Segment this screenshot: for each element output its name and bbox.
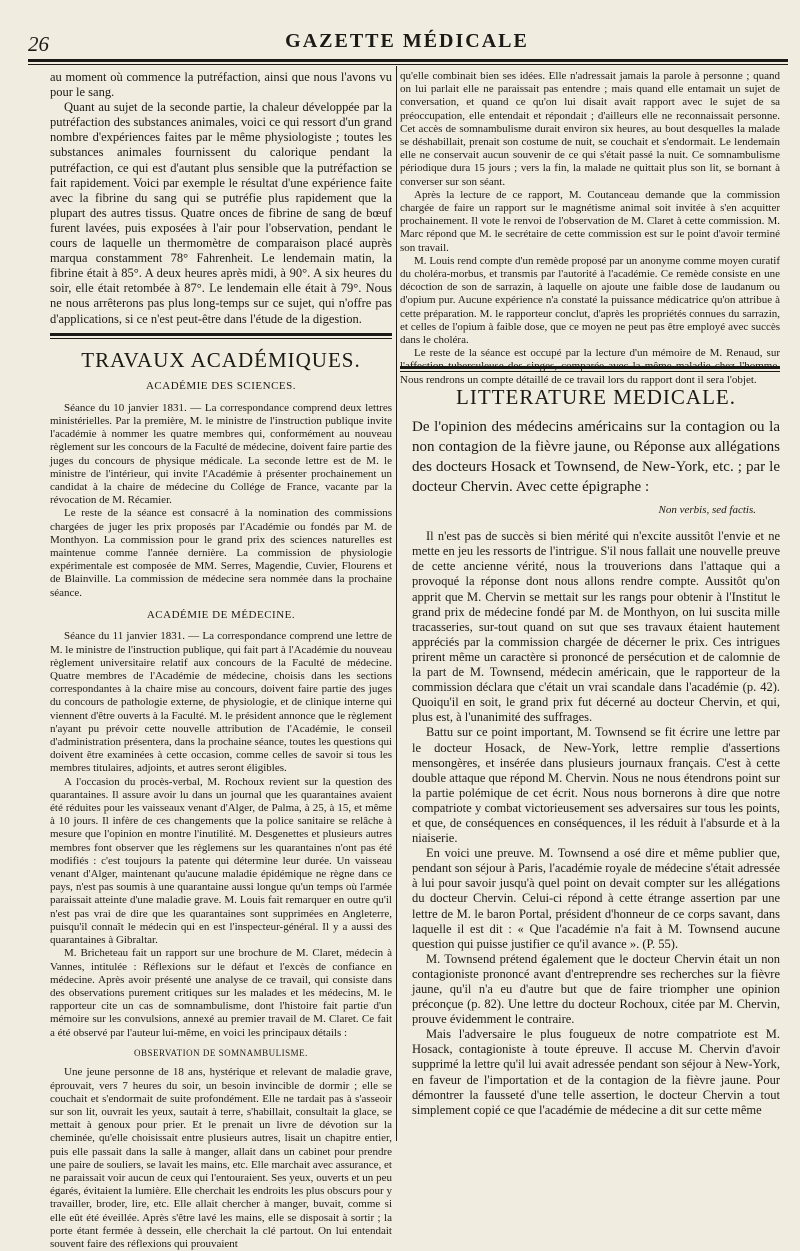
sciences-paragraph-1: Séance du 10 janvier 1831. — La correspondance comprend deux lettres ministérielles. Par la première, M. le ministre de l'instruction publique invite l'académie à nommer les quatre membres qui, conformément au nouveau règlement sur les concours de la Faculté de médecine, doivent faire partie des juges du concours de physique médicale. La seconde lettre est de M. le ministre de l'intérieur, qui invite l'Académie à présenter prochainement un candidat à la chaire de médecine du Collége de France, vacante par la révocation de M. Récamier.: [50, 401, 392, 507]
right-lower-block: [400, 372, 780, 1139]
section-title-travaux: TRAVAUX ACADÉMIQUES.: [81, 347, 361, 372]
right-paragraph-3: M. Louis rend compte d'un remède proposé par un anonyme comme moyen curatif du choléra-morbus, et transmis par l'autorité à l'académie. Ce remède consiste en une décoction de son de sarrazin, à laquelle on ajoute une faible dose de laudanum ou d'opium pur. Aucune expérience n'a constaté la puissance médicatrice qu'on attribue à cette préparation. M. le rapporteur conclut, d'après les propriétés connues du sarrazin, et celles de l'opium à faible dose, que ce moyen ne peut pas être employé avec succès dans le choléra.: [400, 254, 780, 347]
review-paragraph-4: M. Townsend prétend également que le docteur Chervin était un non contagioniste prononcé avant d'entreprendre ses recherches sur la fièvre jaune, qu'il n'a eu d'autre but que de faire triompher une opinion préconçue (p. 82). Une lettre du docteur Rochoux, citée par M. Chervin, prouve évidemment le contraire.: [412, 951, 780, 1027]
left-paragraph-2: Quant au sujet de la seconde partie, la chaleur développée par la putréfaction des substances animales, voici ce qui ressort d'un grand nombre d'expériences faites par le même physiologiste ; toutes les substances animales fournissent du calorique pendant la putréfaction, ce qui est d'autant plus sensible que la putréfaction se fait rapidement. Voici par exemple le résultat d'une expérience faite avec la fibrine du sang qui se putréfie plus rapidement que la plupart des autres tissus. Quatre onces de fibrine de sang de bœuf furent lavées, puis exposées à l'air pour l'observation, pendant le cours de laquelle un thermomètre de comparaison placé auprès marqua constamment 78° Fahrenheit. Le lendemain matin, la fibrine était à 85°. A deux heures après midi, à 90°. A six heures du soir, elle était retombée à 87°. Le lendemain elle était à 79°. Nous ne nous arrêterons pas plus long-temps sur ce sujet, qui n'offre pas d'applications, si ce n'est peut-être dans l'étude de la digestion.: [50, 100, 392, 326]
review-paragraph-5: Mais l'adversaire le plus fougueux de notre compatriote est M. Hosack, contagioniste à toute épreuve. Il accuse M. Chervin d'avoir supprimé la lettre qu'il lui avait adressée pendant son séjour à New-York, en faveur de l'importation et de la contagion de la fièvre jaune. Pour démontrer la fausseté d'une telle assertion, le docteur Chervin a tout simplement copié ce que l'académie de médecine a dit sur cette même: [412, 1027, 780, 1117]
review-intro: De l'opinion des médecins américains sur la contagion ou la non contagion de la fièvre jaune, ou Réponse aux allégations des docteurs Hosack et Townsend, de New-York, etc. ; par le docteur Chervin. Avec cette épigraphe :: [412, 418, 780, 495]
header-rule: [28, 59, 788, 62]
review-paragraph-3: En voici une preuve. M. Townsend a osé dire et même publier que, pendant son séjour à Paris, l'académie royale de médecine s'était adressée à lui pour savoir jusqu'à quel point on devait compter sur les allégations du docteur Chervin. Celui-ci répond à cette étrange assertion par une lettre de M. le baron Portal, président d'honneur de ce corps savant, dans laquelle il est dit : « Que l'académie n'a fait à M. Townsend aucune question qui puisse justifier ce qu'il avance ». (P. 55).: [412, 846, 780, 951]
right-upper-block: [400, 70, 780, 386]
review-paragraph-2: Battu sur ce point important, M. Townsend se fit écrire une lettre par le docteur Hosack, de New-York, lettre remplie d'assertions mensongères, et insérée dans plusieurs journaux français. C'est à cette double attaque que répond M. Chervin. Nous ne nous étendrons point sur la partie polémique de cet écrit. Nous nous bornerons à dire que notre compatriote y combat victorieusement ses adversaires sur tous les points, et que, de conséquences en conséquences, il les réduit à l'absurde et à la niaiserie.: [412, 725, 780, 846]
medecine-paragraph-2: A l'occasion du procès-verbal, M. Rochoux revient sur la question des quarantaines. Il assure avoir lu dans un journal que les quarantaines avaient été réduites pour les vaisseaux venant d'Alger, de Palma, à 25, à 15, et même à 10 jours. Il infère de ces changements que la police sanitaire se relâche à mesure que l'opinion en montre l'inutilité. M. Desgenettes et plusieurs autres membres font observer que les règlemens sur les quarantaines n'ont pas été modifiés : c'est toujours la patente qui détermine leur durée. Un vaisseau venant d'Alger, maintenant qu'aucune maladie épidémique ne règne dans ce pays, n'est pas soumis à une quarantaine aussi longue qu'un temps où l'armée paraissait atteinte d'une maladie grave. M. Louis fait remarquer en outre qu'il n'est pas vrai de dire que les quarantaines sont supprimées en Angleterre, puisqu'il connaît le médecin qui en est l'inspecteur-général. Il y a aussi des quarantaines à Gibraltar.: [50, 775, 392, 947]
heading-observation: OBSERVATION DE SOMNAMBULISME.: [134, 1047, 308, 1058]
left-paragraph-1: au moment où commence la putréfaction, ainsi que nous l'avons vu pour le sang.: [50, 70, 392, 100]
right-paragraph-4: Le reste de la séance est occupé par la lecture d'un mémoire de M. Renaud, sur Nous rendrons un compte détaillé de ce travail lors du rapport dont il sera l'objet.: [400, 347, 780, 386]
medecine-paragraph-1: Séance du 11 janvier 1831. — La correspondance comprend une lettre de M. le ministre de l'instruction publique, qui fait part à l'Académie du nouveau règlement universitaire relatif aux concours de la Faculté de médecine. Quatre membres de l'Académie de médecine, choisis dans les sections correspondantes à la chaire mise au concours, doivent faire partie des juges du concours de pathologie externe, de physiologie, et de clinique interne qui viennent d'être ouverts à la Faculté. M. le président annonce que le règlement n'ayant pu prévoir cette nouvelle attribution de l'Académie, le conseil d'administration présentera, dans la prochaine séance, toutes les questions qui doivent être examinées à cette occasion, comme celles de savoir si tous les membres titulaires, adjoints, et autres seront éligibles.: [50, 630, 392, 775]
section-rule: [50, 333, 392, 336]
review-paragraph-1: Il n'est pas de succès si bien mérité qui n'excite aussitôt l'envie et ne mette en jeu les ressorts de l'intrigue. S'il nous fallait une nouvelle preuve de cette ancienne vérité, nous la trouverions dans l'attaque qui a provoqué la réponse dont nous allons rendre compte. Aussitôt qu'on apprit que M. Chervin se mettait sur les rangs pour obtenir à l'Institut le grand prix de médecine fondé par M. de Monthyon, on lui suscita mille tracasseries, sur-tout quand on sut que ses travaux étaient hautement appréciés par la commission chargée de décerner le prix. Ces intrigues prirent même un caractère si prononcé de persécution et de calomnie de la part de M. Townsend, médecin américain, que le rapporteur de la commission déclara que c'était un vrai scandale dans l'académie (p. 42). Quoiqu'il en soit, le grand prix fut décerné au docteur Chervin, et qui, plus est, à l'unanimité des suffrages.: [412, 529, 780, 725]
heading-academie-medecine: ACADÉMIE DE MÉDECINE.: [146, 608, 296, 621]
journal-title: GAZETTE MÉDICALE: [285, 30, 529, 52]
page-number: 26: [28, 32, 49, 56]
observation-paragraph: Une jeune personne de 18 ans, hystérique et relevant de maladie grave, éprouvait, vers 7 heures du soir, un besoin invincible de dormir ; elle se couchait et s'endormait de suite profondément. Elle ne tardait pas à s'asseoir sur son lit, ouvrait les yeux, sautait à terre, s'habillait, consultait la glace, se mettait à genoux pour prier. Et le prenait un livre de dévotion sur la cheminée, qu'elle choisissait entre plusieurs autres, lisait un chapitre entier, puis elle passait dans la salle à manger, allait dans un cabinet pour prendre une paire de souliers, se lavait les mains, etc. Elle marchait avec assurance, et ne paraissait voir aucun de ceux qui l'entouraient. Ses yeux, ouverts et un peu égarés, évitaient la lumière. Elle cherchait les endroits les plus obscurs pour y travailler, broder, lire, etc. Elle allait chercher à manger, buvait, comme si elle eût été éveillée. Après s'être lavé les mains, elle se disposait à sortir ; la porte étant fermée à dessein, elle cherchait la clé partout. On lui entendait souvent faire des réflexions qui prouvaient: [50, 1066, 392, 1250]
header-rule-thin: [28, 64, 788, 65]
right-paragraph-2: Après la lecture de ce rapport, M. Coutanceau demande que la commission chargée de faire un rapport sur le magnétisme animal soit invitée à s'en acquitter prochainement. Il vote le renvoi de l'observation de M. Claret à cette commission. M. Marc répond que M. le secrétaire de cette commission est sur le point d'avoir terminé son travail.: [400, 188, 780, 254]
column-divider: [396, 66, 397, 1141]
sciences-paragraph-2: Le reste de la séance est consacré à la nomination des commissions chargées de juger les prix proposés par l'Académie ou fondés par M. de Monthyon. La commission pour le grand prix des sciences naturelles est maintenue comme l'année dernière. La commission de physiologie expérimentale est composée de MM. Serres, Magendie, Cuvier, Flourens et de Blainville. La commission de médecine sera nommée dans la prochaine séance.: [50, 507, 392, 599]
right-paragraph-1: qu'elle combinait bien ses idées. Elle n'adressait jamais la parole à personne ; quand on lui parlait elle ne paraissait pas entendre ; mais quand elle entamait un sujet de conversation, et quand ce qu'on lui disait avait rapport avec le sujet de sa préoccupation, elle entendait et répondait ; d'ailleurs elle ne reconnaissait personne. Cet accès de somnambulisme durait environ six heures, au bout desquelles la malade se déshabillait, prenait son costume de nuit, se couchait et s'endormait. Le lendemain elle ne conservait aucun souvenir de ce qui s'était passé la nuit. Ce somnambulisme périodique dura 15 jours ; vers la fin, la malade ne quittait plus son lit, se bornant à converser sur son séant.: [400, 70, 780, 188]
heading-academie-sciences: ACADÉMIE DES SCIENCES.: [145, 380, 297, 393]
epigraph: Non verbis, sed factis.: [658, 503, 756, 516]
medecine-paragraph-3: M. Bricheteau fait un rapport sur une brochure de M. Claret, médecin à Vannes, intitulée : Réflexions sur le défaut et l'excès de confiance en médecine. Après avoir présenté une analyse de ce travail, qui consiste dans des observations purement critiques sur les malades et les médecins, M. le rapporteur cite un cas de somnambulisme, dont l'histoire fait partie d'un mémoire sur les convulsions, annexé au premier travail de M. Claret. Ce fait a été observé par l'auteur lui-même, en voici les principaux détails :: [50, 947, 392, 1039]
section-rule-thin: [50, 338, 392, 339]
right-column: [400, 70, 780, 1139]
section-title-litterature: LITTERATURE MEDICALE.: [456, 385, 736, 409]
page-header: [28, 30, 786, 56]
left-column: [50, 70, 392, 1250]
